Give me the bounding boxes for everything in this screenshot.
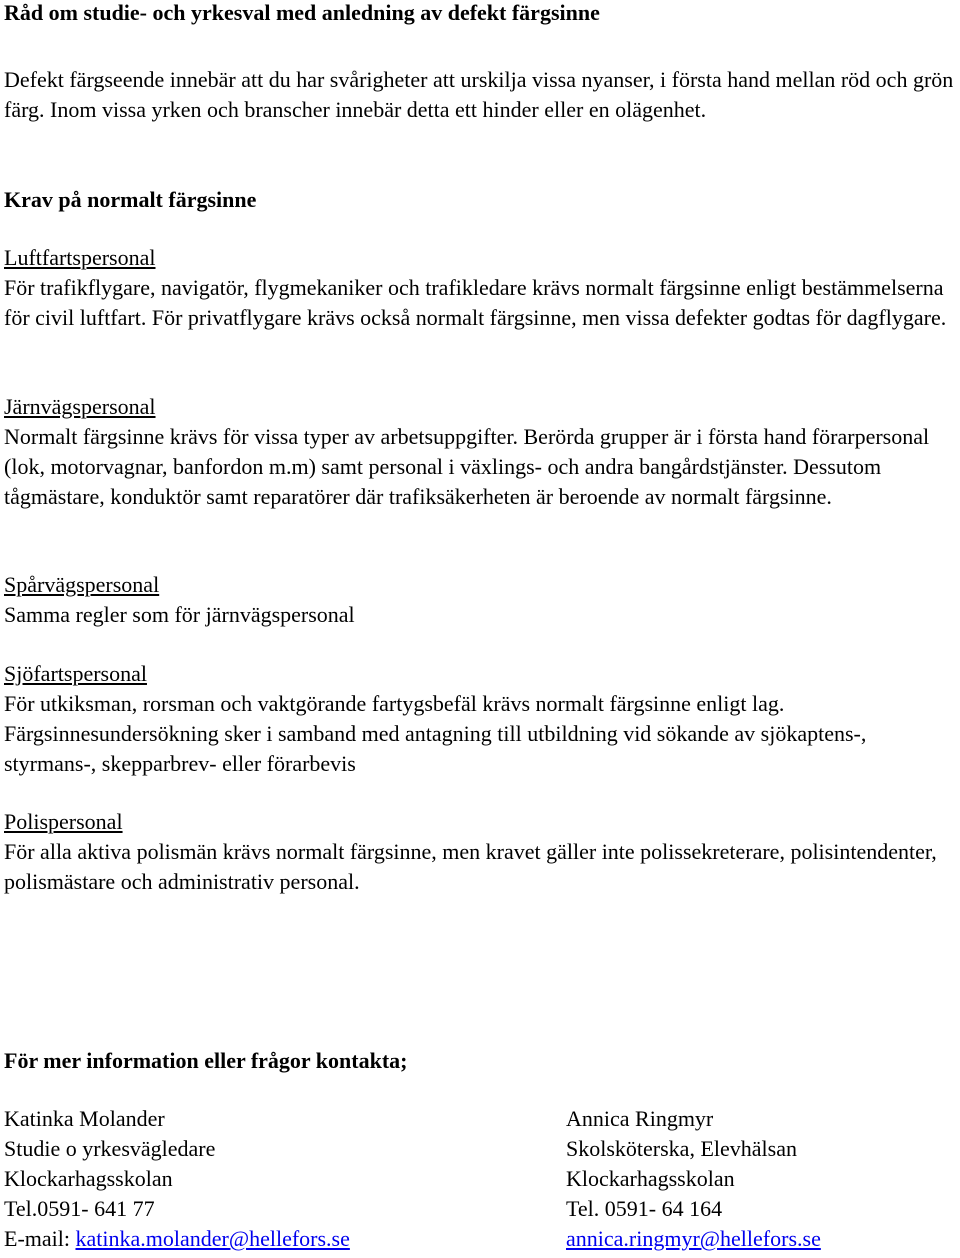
email-link[interactable]: annica.ringmyr@hellefors.se — [566, 1226, 821, 1251]
contact-phone: Tel.0591- 641 77 — [4, 1196, 155, 1221]
section-heading: Spårvägspersonal — [4, 572, 160, 597]
section-police — [4, 807, 954, 897]
intro-paragraph: Defekt färgseende innebär att du har svårigheter att urskilja vissa nyanser, i första hand mellan röd och grön färg. Inom vissa yrken och branscher innebär detta ett hinder eller en olägenhet. — [4, 67, 954, 122]
contact-email-row — [4, 1224, 350, 1254]
contact-card-1 — [4, 1104, 350, 1254]
section-text: För alla aktiva polismän krävs normalt färgsinne, men kravet gäller inte polissekreterare, polisintendenter, polismästare och administrativ personal. — [4, 839, 937, 894]
contact-name: Katinka Molander — [4, 1106, 165, 1131]
section-text: För trafikflygare, navigatör, flygmekaniker och trafikledare krävs normalt färgsinne enligt bestämmelserna för civil luftfart. För privatflygare krävs också normalt färgsinne, men vissa defekter godtas för dagflygare. — [4, 275, 947, 330]
section-heading: Polispersonal — [4, 809, 123, 834]
contact-school: Klockarhagsskolan — [566, 1166, 735, 1191]
contact-role: Studie o yrkesvägledare — [4, 1136, 216, 1161]
section-heading: Luftfartspersonal — [4, 245, 156, 270]
contact-card-2 — [566, 1104, 821, 1254]
email-label: E-mail: — [4, 1226, 76, 1251]
email-link[interactable]: katinka.molander@hellefors.se — [75, 1226, 350, 1251]
contact-email-row — [566, 1224, 821, 1254]
section-text: För utkiksman, rorsman och vaktgörande fartygsbefäl krävs normalt färgsinne enligt lag. Färgsinnesundersökning sker i samband med antagning till utbildning vid sökande av sjökaptens-, styrmans-, skepparbrev- eller förarbevis — [4, 691, 867, 776]
requirements-subheading: Krav på normalt färgsinne — [4, 187, 257, 212]
section-heading: Sjöfartspersonal — [4, 661, 147, 686]
section-heading: Järnvägspersonal — [4, 394, 156, 419]
page-title: Råd om studie- och yrkesval med anledning av defekt färgsinne — [4, 0, 600, 25]
section-text: Normalt färgsinne krävs för vissa typer av arbetsuppgifter. Berörda grupper är i första hand förarpersonal (lok, motorvagnar, banfordon m.m) samt personal i växlings- och andra bangårdstjänster. Dessutom tågmästare, konduktör samt reparatörer där trafiksäkerheten är beroende av normalt färgsinne. — [4, 424, 930, 509]
contact-name: Annica Ringmyr — [566, 1106, 714, 1131]
contact-role: Skolsköterska, Elevhälsan — [566, 1136, 797, 1161]
section-text: Samma regler som för järnvägspersonal — [4, 602, 355, 627]
section-railway — [4, 392, 954, 512]
contact-phone: Tel. 0591- 64 164 — [566, 1196, 723, 1221]
contact-heading: För mer information eller frågor kontakta; — [4, 1048, 408, 1073]
section-tramway — [4, 570, 954, 630]
contact-school: Klockarhagsskolan — [4, 1166, 173, 1191]
section-maritime — [4, 659, 954, 779]
section-aviation — [4, 243, 954, 333]
